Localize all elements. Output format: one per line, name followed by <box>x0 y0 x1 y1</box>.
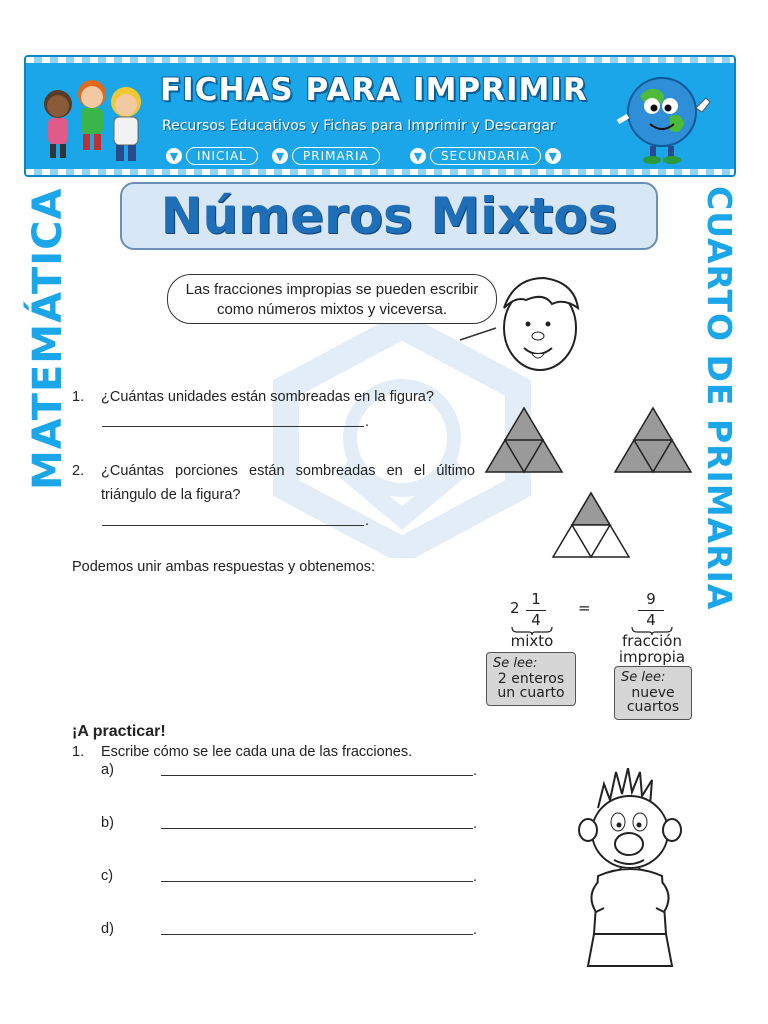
practice-answer-line-b[interactable] <box>161 828 473 829</box>
improper-label-line-1: fracción <box>622 632 682 650</box>
practice-answer-line-a[interactable] <box>161 775 473 776</box>
question-2-number: 2. <box>72 463 85 479</box>
practice-instruction: Escribe cómo se lee cada una de las fracciones. <box>101 744 413 760</box>
banner-subtitle: Recursos Educativos y Fichas para Imprimir y Descargar <box>162 118 556 134</box>
join-text: Podemos unir ambas respuestas y obtenemos: <box>72 559 376 575</box>
nav-label: PRIMARIA <box>292 147 380 165</box>
improper-reading-line-1: nueve <box>631 685 675 701</box>
practice-line-end: . <box>473 763 478 779</box>
improper-reading-label: Se lee: <box>621 670 666 685</box>
globe-mascot-icon <box>610 66 724 170</box>
practice-item-label: d) <box>101 921 114 937</box>
answer-line-2[interactable] <box>102 525 364 526</box>
question-2-line-1: ¿Cuántas porciones están sombreadas en el último <box>101 463 475 479</box>
improper-numerator: 9 <box>646 590 656 608</box>
practice-item-label: a) <box>101 762 114 778</box>
answer-line-2-end: . <box>365 513 370 529</box>
answer-line-1[interactable] <box>102 426 364 427</box>
nav-primaria-button[interactable] <box>272 146 380 166</box>
triangle-partial <box>551 491 631 559</box>
nav-inicial-button[interactable] <box>166 146 258 166</box>
improper-label-line-2: impropia <box>618 648 686 666</box>
mixed-reading-box <box>486 652 576 706</box>
nav-label: SECUNDARIA <box>430 147 541 165</box>
mixed-reading-label: Se lee: <box>493 656 538 671</box>
practice-line-end: . <box>473 922 478 938</box>
mixed-whole: 2 <box>510 599 520 617</box>
page-title: Números Mixtos <box>160 187 618 245</box>
practice-item-label: c) <box>101 868 114 884</box>
question-2-line-2: triángulo de la figura? <box>101 487 241 503</box>
question-1-text: ¿Cuántas unidades están sombreadas en la figura? <box>101 389 434 405</box>
banner-top-stripe <box>26 57 734 63</box>
answer-line-1-end: . <box>365 414 370 430</box>
question-1-number: 1. <box>72 389 85 405</box>
practice-item-label: b) <box>101 815 114 831</box>
improper-denominator: 4 <box>646 611 656 629</box>
mixed-reading-line-1: 2 enteros <box>497 671 565 687</box>
improper-reading-box <box>614 666 692 720</box>
arrow-down-icon: ▼ <box>545 148 561 164</box>
page-title-box <box>120 182 658 250</box>
kids-illustration <box>34 70 152 170</box>
equals-sign: = <box>578 599 591 617</box>
grade-label: CUARTO DE PRIMARIA <box>700 186 739 611</box>
boy-face-illustration <box>440 268 580 378</box>
bubble-line-1: Las fracciones impropias se pueden escribir <box>185 281 479 298</box>
bubble-line-2: como números mixtos y viceversa. <box>216 301 448 318</box>
nav-label: INICIAL <box>186 147 258 165</box>
mixed-numerator: 1 <box>531 590 541 608</box>
triangle-full-2 <box>613 406 693 474</box>
mixed-denominator: 4 <box>531 611 541 629</box>
practice-number: 1. <box>72 744 85 760</box>
triangle-full-1 <box>484 406 564 474</box>
practice-line-end: . <box>473 869 478 885</box>
practice-heading: ¡A practicar! <box>72 723 166 740</box>
banner-title: FICHAS PARA IMPRIMIR <box>160 72 588 108</box>
nav-secundaria-button[interactable] <box>410 146 561 166</box>
mixed-label: mixto <box>510 632 554 650</box>
subject-label: MATEMÁTICA <box>25 187 71 490</box>
arrow-down-icon: ▼ <box>272 148 288 164</box>
arrow-down-icon: ▼ <box>166 148 182 164</box>
practice-answer-line-d[interactable] <box>161 934 473 935</box>
practice-answer-line-c[interactable] <box>161 881 473 882</box>
mixed-reading-line-2: un cuarto <box>497 685 565 701</box>
arrow-down-icon: ▼ <box>410 148 426 164</box>
improper-reading-line-2: cuartos <box>626 699 680 715</box>
cartoon-boy-illustration <box>568 768 692 972</box>
practice-line-end: . <box>473 816 478 832</box>
